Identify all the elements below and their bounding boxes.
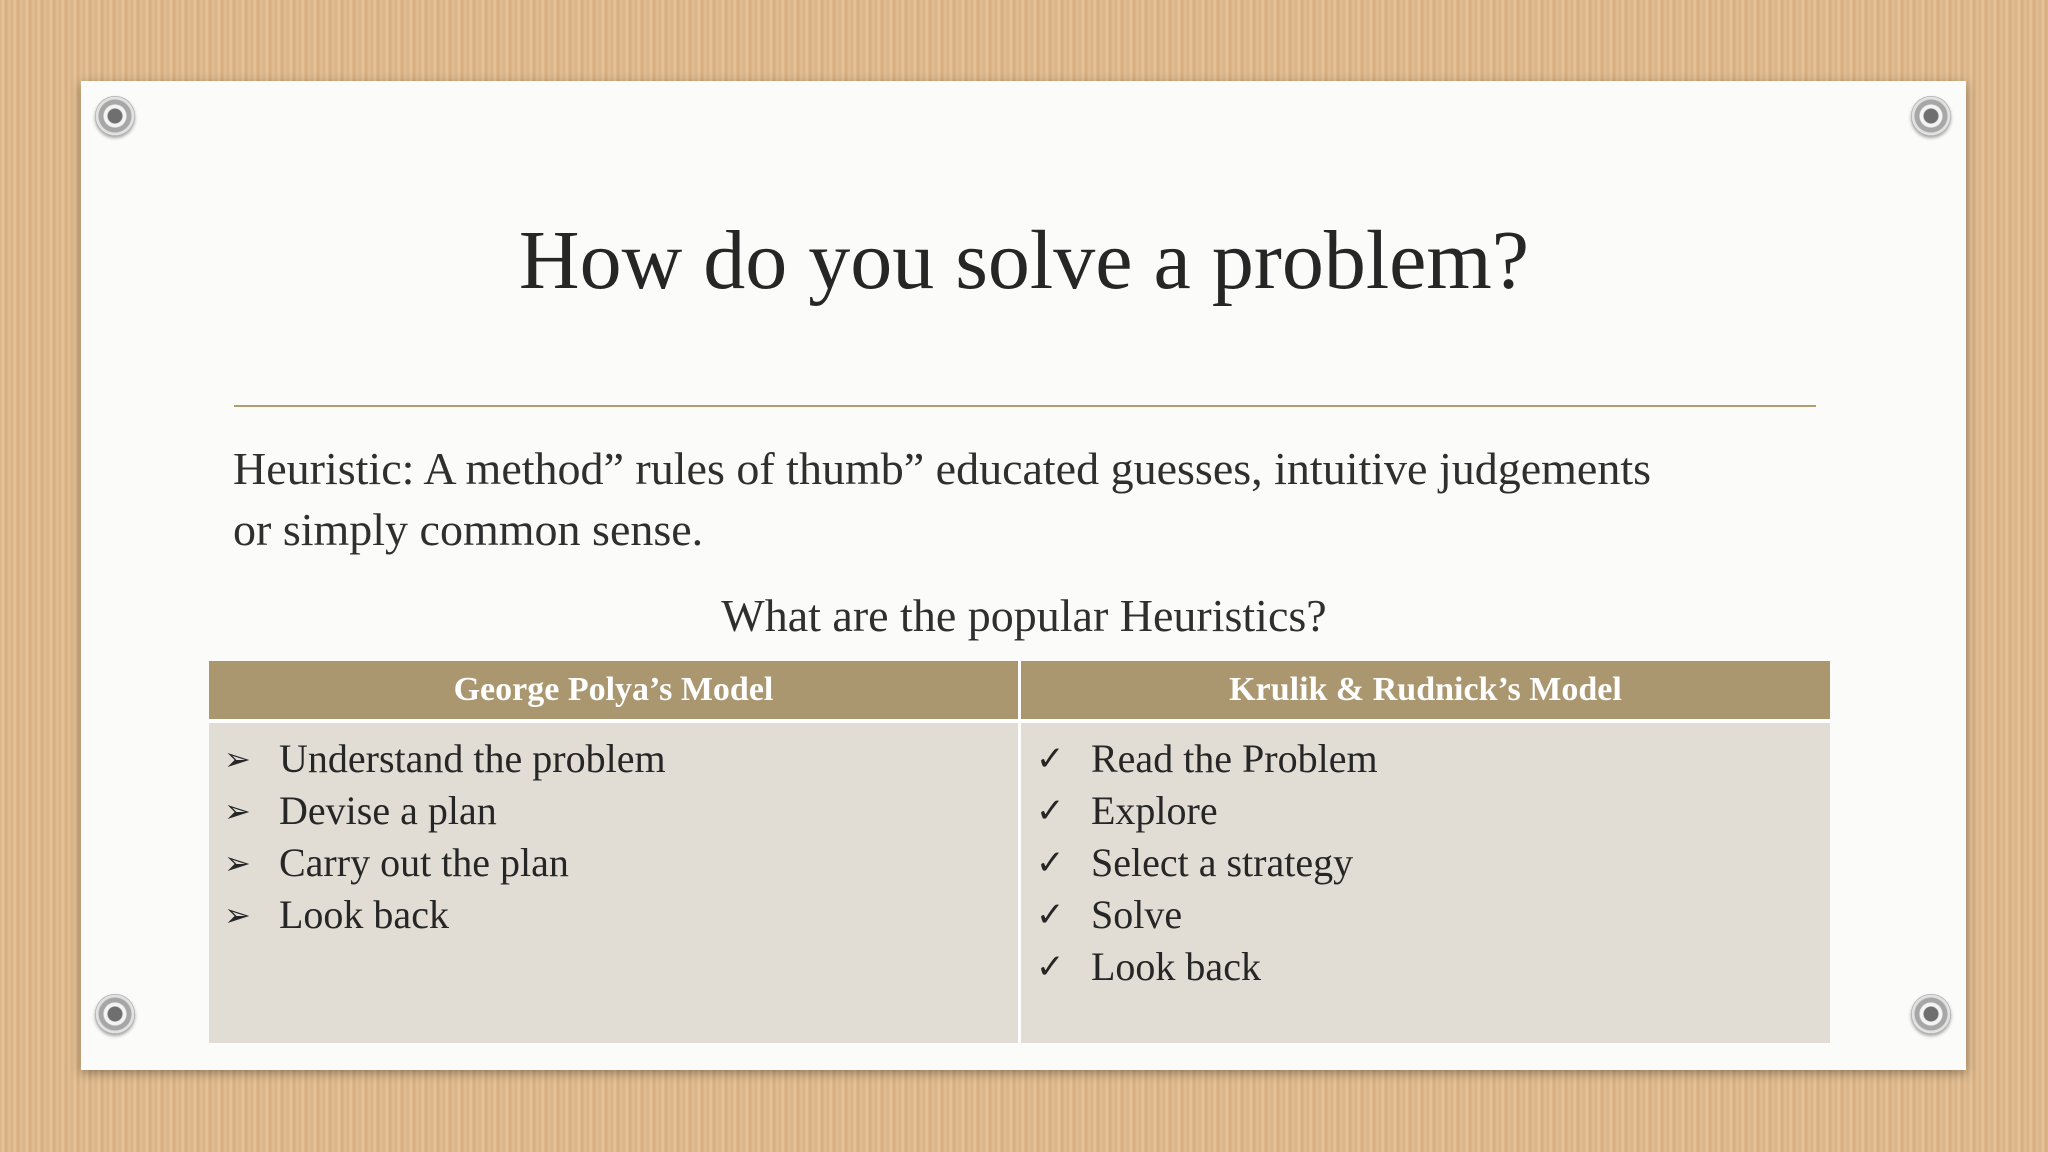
slide-title: How do you solve a problem? [518, 214, 1530, 307]
list-item [1036, 941, 1830, 993]
title-divider [234, 405, 1816, 407]
list-item [224, 733, 1018, 785]
krulik-rudnick-steps-list [1021, 723, 1830, 993]
polya-steps-list [209, 723, 1018, 941]
list-item [1036, 837, 1830, 889]
grommet-icon [95, 96, 135, 136]
arrowhead-bullet-icon: ➢ [224, 740, 251, 778]
checkmark-icon: ✓ [1036, 791, 1065, 831]
checkmark-icon: ✓ [1036, 947, 1065, 987]
krulik-rudnick-model-header: Krulik & Rudnick’s Model [1020, 661, 1831, 721]
list-item [224, 889, 1018, 941]
models-table [209, 661, 1830, 1043]
grommet-icon [95, 994, 135, 1034]
list-item-text: Devise a plan [279, 788, 497, 833]
definition-line-2: or simply common sense. [233, 504, 704, 555]
definition-line-1: Heuristic: A method” rules of thumb” educated guesses, intuitive judgements [233, 443, 1652, 494]
list-item [1036, 785, 1830, 837]
list-item [1036, 889, 1830, 941]
list-item-text: Understand the problem [279, 736, 666, 781]
heuristic-definition [233, 438, 1823, 560]
list-item-text: Solve [1091, 892, 1183, 937]
arrowhead-bullet-icon: ➢ [224, 844, 251, 882]
grommet-icon [1911, 96, 1951, 136]
list-item-text: Explore [1091, 788, 1218, 833]
krulik-rudnick-steps-cell [1020, 721, 1831, 1043]
list-item [1036, 733, 1830, 785]
checkmark-icon: ✓ [1036, 739, 1065, 779]
arrowhead-bullet-icon: ➢ [224, 792, 251, 830]
polya-model-header: George Polya’s Model [209, 661, 1020, 721]
list-item-text: Look back [279, 892, 449, 937]
list-item-text: Look back [1091, 944, 1261, 989]
checkmark-icon: ✓ [1036, 843, 1065, 883]
heuristics-question: What are the popular Heuristics? [721, 590, 1327, 641]
grommet-icon [1911, 994, 1951, 1034]
list-item [224, 785, 1018, 837]
list-item-text: Read the Problem [1091, 736, 1378, 781]
list-item [224, 837, 1018, 889]
list-item-text: Select a strategy [1091, 840, 1354, 885]
arrowhead-bullet-icon: ➢ [224, 896, 251, 934]
checkmark-icon: ✓ [1036, 895, 1065, 935]
list-item-text: Carry out the plan [279, 840, 569, 885]
polya-steps-cell [209, 721, 1020, 1043]
